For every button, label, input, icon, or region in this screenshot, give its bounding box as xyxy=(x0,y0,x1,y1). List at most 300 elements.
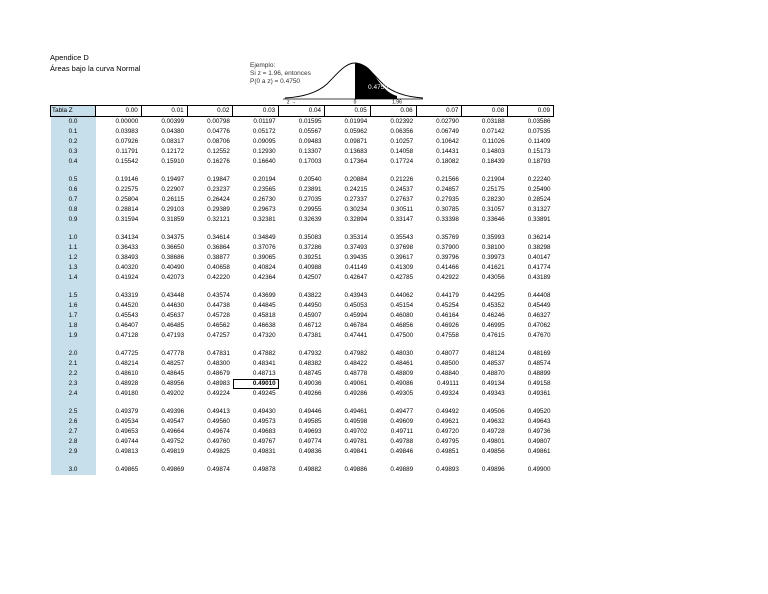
z-value-cell: 1.1 xyxy=(51,243,96,253)
probability-cell: 0.49736 xyxy=(527,428,551,435)
probability-cell: 0.48169 xyxy=(527,350,551,357)
probability-cell: 0.44295 xyxy=(481,292,505,299)
probability-cell: 0.48713 xyxy=(252,370,276,377)
probability-cell: 0.26424 xyxy=(207,196,230,203)
probability-cell: 0.27035 xyxy=(298,196,322,203)
table-row xyxy=(51,331,554,341)
probability-cell: 0.42073 xyxy=(161,274,185,281)
probability-cell: 0.46638 xyxy=(252,322,276,329)
z-value-cell: 1.5 xyxy=(51,291,96,301)
probability-cell: 0.03983 xyxy=(115,128,139,135)
probability-cell: 0.35314 xyxy=(344,234,368,241)
probability-cell: 0.42785 xyxy=(390,274,414,281)
probability-cell: 0.34849 xyxy=(252,234,276,241)
probability-cell: 0.44179 xyxy=(436,292,459,299)
probability-cell: 0.16640 xyxy=(252,158,276,165)
probability-cell: 0.34614 xyxy=(207,234,230,241)
z-table xyxy=(50,105,554,475)
probability-cell: 0.49547 xyxy=(161,418,185,425)
probability-cell: 0.46164 xyxy=(436,312,459,319)
z-value-cell: 2.3 xyxy=(51,379,96,389)
probability-cell: 0.49720 xyxy=(436,428,459,435)
probability-cell: 0.47193 xyxy=(161,332,185,339)
probability-cell: 0.36864 xyxy=(207,244,230,251)
probability-cell: 0.49036 xyxy=(298,380,322,387)
z-column-spacer xyxy=(51,167,96,175)
probability-cell: 0.49086 xyxy=(390,380,414,387)
probability-cell: 0.49781 xyxy=(344,438,368,445)
probability-cell: 0.49865 xyxy=(115,466,139,473)
probability-cell: 0.36650 xyxy=(161,244,185,251)
z-value-cell: 0.1 xyxy=(51,127,96,137)
probability-cell: 0.49878 xyxy=(252,466,276,473)
table-row xyxy=(51,273,554,283)
probability-cell: 0.02392 xyxy=(390,118,414,125)
probability-cell: 0.35543 xyxy=(390,234,414,241)
probability-cell: 0.48899 xyxy=(527,370,551,377)
probability-cell: 0.19497 xyxy=(161,176,185,183)
probability-cell: 0.48956 xyxy=(161,380,185,387)
probability-cell: 0.28814 xyxy=(115,206,139,213)
probability-cell: 0.20194 xyxy=(252,176,276,183)
probability-cell: 0.30511 xyxy=(390,206,414,213)
probability-cell: 0.35083 xyxy=(298,234,322,241)
probability-cell: 0.25175 xyxy=(481,186,505,193)
z-value-cell: 1.2 xyxy=(51,253,96,263)
probability-cell: 0.21904 xyxy=(481,176,505,183)
probability-cell: 0.49683 xyxy=(252,428,276,435)
probability-cell: 0.49886 xyxy=(344,466,368,473)
probability-cell: 0.49882 xyxy=(298,466,322,473)
probability-cell: 0.23565 xyxy=(252,186,276,193)
probability-cell: 0.22575 xyxy=(115,186,139,193)
probability-cell: 0.46246 xyxy=(481,312,505,319)
table-row xyxy=(51,253,554,263)
probability-cell: 0.25804 xyxy=(115,196,139,203)
probability-cell: 0.49180 xyxy=(115,390,139,397)
table-row xyxy=(51,379,554,389)
probability-cell: 0.46926 xyxy=(436,322,459,329)
probability-cell: 0.17003 xyxy=(298,158,322,165)
probability-cell: 0.43822 xyxy=(298,292,322,299)
probability-cell: 0.46712 xyxy=(298,322,322,329)
probability-cell: 0.18793 xyxy=(527,158,551,165)
column-header: 0.02 xyxy=(187,106,233,117)
probability-cell: 0.49609 xyxy=(390,418,414,425)
probability-cell: 0.26730 xyxy=(252,196,276,203)
probability-cell: 0.45352 xyxy=(481,302,505,309)
table-row xyxy=(51,407,554,417)
probability-cell: 0.19146 xyxy=(115,176,139,183)
probability-cell: 0.32381 xyxy=(252,216,276,223)
probability-cell: 0.49621 xyxy=(436,418,459,425)
probability-cell: 0.49664 xyxy=(161,428,185,435)
probability-cell: 0.33646 xyxy=(481,216,505,223)
group-spacer xyxy=(51,225,554,233)
table-row xyxy=(51,427,554,437)
normal-curve-diagram xyxy=(283,58,423,104)
probability-cell: 0.48257 xyxy=(161,360,185,367)
probability-cell: 0.42507 xyxy=(298,274,322,281)
z-value-cell: 2.2 xyxy=(51,369,96,379)
probability-cell: 0.48809 xyxy=(390,370,414,377)
probability-cell: 0.44630 xyxy=(161,302,185,309)
probability-cell: 0.43448 xyxy=(161,292,185,299)
probability-cell: 0.06749 xyxy=(436,128,459,135)
column-header: 0.00 xyxy=(96,106,142,117)
probability-cell: 0.30785 xyxy=(436,206,459,213)
probability-cell: 0.11409 xyxy=(528,138,551,145)
probability-cell: 0.49585 xyxy=(298,418,322,425)
probability-cell: 0.44845 xyxy=(252,302,276,309)
probability-cell: 0.40658 xyxy=(207,264,230,271)
table-row xyxy=(51,359,554,369)
table-row xyxy=(51,291,554,301)
probability-cell: 0.49819 xyxy=(161,448,185,455)
z-value-label: 1.96 xyxy=(392,99,402,104)
probability-cell: 0.04776 xyxy=(207,128,230,135)
corner-label: Tabla Z xyxy=(51,106,96,117)
probability-cell: 0.45449 xyxy=(527,302,551,309)
probability-cell: 0.44950 xyxy=(298,302,322,309)
probability-cell: 0.39065 xyxy=(252,254,276,261)
probability-cell: 0.44738 xyxy=(207,302,230,309)
probability-cell: 0.49702 xyxy=(344,428,368,435)
probability-cell: 0.43943 xyxy=(344,292,368,299)
probability-cell: 0.09871 xyxy=(344,138,368,145)
probability-cell: 0.39435 xyxy=(344,254,368,261)
z-value-cell: 2.1 xyxy=(51,359,96,369)
probability-cell: 0.13683 xyxy=(344,148,368,155)
probability-cell: 0.49889 xyxy=(390,466,414,473)
probability-cell: 0.45994 xyxy=(344,312,368,319)
probability-cell: 0.49869 xyxy=(161,466,185,473)
probability-cell: 0.49788 xyxy=(390,438,414,445)
probability-cell: 0.15173 xyxy=(527,148,551,155)
probability-cell: 0.31594 xyxy=(115,216,139,223)
probability-cell: 0.49430 xyxy=(252,408,276,415)
probability-cell: 0.47500 xyxy=(390,332,414,339)
probability-cell: 0.49560 xyxy=(207,418,230,425)
z-value-cell: 0.6 xyxy=(51,185,96,195)
probability-cell: 0.20540 xyxy=(298,176,322,183)
probability-cell: 0.49813 xyxy=(115,448,139,455)
probability-cell: 0.40824 xyxy=(252,264,276,271)
z-value-cell: 0.3 xyxy=(51,147,96,157)
probability-cell: 0.10642 xyxy=(436,138,459,145)
probability-cell: 0.23891 xyxy=(298,186,322,193)
probability-cell: 0.31859 xyxy=(161,216,185,223)
probability-cell: 0.48422 xyxy=(344,360,368,367)
probability-cell: 0.00798 xyxy=(207,118,230,125)
probability-cell: 0.14058 xyxy=(390,148,414,155)
probability-cell: 0.07535 xyxy=(527,128,551,135)
probability-cell: 0.44408 xyxy=(527,292,551,299)
page-title: Apendice D xyxy=(50,53,89,62)
probability-cell: 0.49846 xyxy=(390,448,414,455)
probability-cell: 0.29389 xyxy=(207,206,230,213)
probability-cell: 0.49896 xyxy=(481,466,505,473)
probability-cell: 0.49361 xyxy=(527,390,551,397)
probability-cell: 0.49305 xyxy=(390,390,414,397)
probability-cell: 0.49653 xyxy=(115,428,139,435)
probability-cell: 0.32121 xyxy=(207,216,230,223)
probability-cell: 0.31327 xyxy=(527,206,551,213)
probability-cell: 0.49477 xyxy=(390,408,414,415)
probability-cell: 0.02790 xyxy=(436,118,459,125)
probability-cell: 0.24215 xyxy=(344,186,368,193)
probability-cell: 0.48461 xyxy=(390,360,414,367)
probability-cell: 0.48679 xyxy=(207,370,230,377)
probability-cell: 0.49801 xyxy=(481,438,505,445)
z-value-cell: 0.9 xyxy=(51,215,96,225)
probability-cell: 0.07142 xyxy=(481,128,505,135)
probability-cell: 0.49825 xyxy=(207,448,230,455)
probability-cell: 0.41621 xyxy=(481,264,505,271)
probability-cell: 0.08317 xyxy=(161,138,185,145)
probability-cell: 0.47320 xyxy=(252,332,276,339)
probability-cell: 0.30234 xyxy=(344,206,368,213)
spacer-cell xyxy=(96,225,554,233)
probability-cell: 0.21566 xyxy=(436,176,459,183)
probability-cell: 0.23237 xyxy=(207,186,230,193)
column-header: 0.08 xyxy=(462,106,508,117)
probability-cell: 0.48382 xyxy=(298,360,322,367)
probability-cell: 0.40147 xyxy=(527,254,551,261)
probability-cell: 0.27935 xyxy=(436,196,459,203)
probability-cell: 0.37493 xyxy=(344,244,368,251)
probability-cell: 0.33398 xyxy=(436,216,459,223)
probability-cell: 0.05567 xyxy=(298,128,322,135)
probability-cell: 0.48840 xyxy=(436,370,459,377)
example-condition: Si z = 1.96, entonces xyxy=(250,70,311,77)
probability-cell: 0.44520 xyxy=(115,302,139,309)
probability-cell: 0.47257 xyxy=(207,332,230,339)
probability-cell: 0.05172 xyxy=(252,128,276,135)
probability-cell: 0.24537 xyxy=(390,186,414,193)
probability-cell: 0.45543 xyxy=(115,312,139,319)
table-row xyxy=(51,233,554,243)
table-row xyxy=(51,263,554,273)
column-header: 0.09 xyxy=(508,106,554,117)
table-row xyxy=(51,205,554,215)
probability-cell: 0.49324 xyxy=(436,390,459,397)
probability-cell: 0.45728 xyxy=(207,312,230,319)
table-row xyxy=(51,447,554,457)
probability-cell: 0.49760 xyxy=(207,438,230,445)
probability-cell: 0.03586 xyxy=(527,118,551,125)
probability-cell: 0.45818 xyxy=(252,312,276,319)
probability-cell: 0.49861 xyxy=(527,448,551,455)
probability-cell: 0.49632 xyxy=(481,418,505,425)
probability-cell: 0.14803 xyxy=(481,148,505,155)
probability-cell: 0.22907 xyxy=(161,186,185,193)
probability-cell: 0.47982 xyxy=(344,350,368,357)
column-header: 0.03 xyxy=(233,106,279,117)
probability-cell: 0.38298 xyxy=(527,244,551,251)
table-row xyxy=(51,389,554,399)
table-row xyxy=(51,417,554,427)
probability-cell: 0.41149 xyxy=(344,264,368,271)
probability-cell: 0.29103 xyxy=(161,206,185,213)
table-row xyxy=(51,465,554,475)
probability-cell: 0.43574 xyxy=(207,292,230,299)
probability-cell: 0.48300 xyxy=(207,360,230,367)
probability-cell: 0.48928 xyxy=(115,380,139,387)
probability-cell: 0.11026 xyxy=(482,138,505,145)
probability-cell: 0.48778 xyxy=(344,370,368,377)
probability-cell: 0.42647 xyxy=(344,274,368,281)
probability-cell: 0.48214 xyxy=(115,360,139,367)
z-axis-label: z → xyxy=(287,99,296,104)
probability-cell: 0.49266 xyxy=(298,390,322,397)
group-spacer xyxy=(51,341,554,349)
probability-cell: 0.49831 xyxy=(252,448,276,455)
probability-cell: 0.39617 xyxy=(390,254,414,261)
z-value-cell: 0.5 xyxy=(51,175,96,185)
probability-cell: 0.49728 xyxy=(481,428,505,435)
probability-cell: 0.49836 xyxy=(298,448,322,455)
probability-cell: 0.49900 xyxy=(527,466,551,473)
z-value-cell: 2.0 xyxy=(51,349,96,359)
column-header: 0.07 xyxy=(416,106,462,117)
probability-cell: 0.47128 xyxy=(115,332,139,339)
table-row xyxy=(51,127,554,137)
zero-label: 0 xyxy=(353,99,357,104)
probability-cell: 0.49245 xyxy=(252,390,276,397)
probability-cell: 0.48537 xyxy=(481,360,505,367)
highlighted-cell: 0.49010 xyxy=(233,379,279,389)
probability-cell: 0.04380 xyxy=(161,128,185,135)
probability-cell: 0.47558 xyxy=(436,332,459,339)
probability-cell: 0.47670 xyxy=(527,332,551,339)
probability-cell: 0.21226 xyxy=(390,176,414,183)
probability-cell: 0.49711 xyxy=(390,428,414,435)
probability-cell: 0.35769 xyxy=(436,234,459,241)
table-row xyxy=(51,437,554,447)
z-value-cell: 1.0 xyxy=(51,233,96,243)
spacer-cell xyxy=(96,399,554,407)
table-row xyxy=(51,137,554,147)
probability-cell: 0.45053 xyxy=(344,302,368,309)
area-label: 0.4750 xyxy=(368,84,388,91)
z-value-cell: 0.8 xyxy=(51,205,96,215)
probability-cell: 0.31057 xyxy=(481,206,505,213)
probability-cell: 0.49461 xyxy=(344,408,368,415)
probability-cell: 0.46080 xyxy=(390,312,414,319)
probability-cell: 0.47062 xyxy=(527,322,551,329)
table-row xyxy=(51,195,554,205)
probability-cell: 0.49158 xyxy=(527,380,551,387)
z-value-cell: 2.5 xyxy=(51,407,96,417)
spacer-cell xyxy=(96,283,554,291)
probability-cell: 0.12552 xyxy=(207,148,230,155)
probability-cell: 0.26115 xyxy=(161,196,185,203)
probability-cell: 0.17364 xyxy=(344,158,368,165)
spacer-cell xyxy=(96,167,554,175)
z-value-cell: 3.0 xyxy=(51,465,96,475)
probability-cell: 0.49061 xyxy=(344,380,368,387)
probability-cell: 0.49807 xyxy=(527,438,551,445)
probability-cell: 0.16276 xyxy=(207,158,230,165)
probability-cell: 0.45637 xyxy=(161,312,185,319)
probability-cell: 0.06356 xyxy=(390,128,414,135)
probability-cell: 0.38877 xyxy=(207,254,230,261)
group-spacer xyxy=(51,283,554,291)
column-header: 0.01 xyxy=(141,106,187,117)
group-spacer xyxy=(51,399,554,407)
z-value-cell: 0.7 xyxy=(51,195,96,205)
probability-cell: 0.41774 xyxy=(527,264,551,271)
probability-cell: 0.48983 xyxy=(207,380,230,387)
probability-cell: 0.48574 xyxy=(527,360,551,367)
probability-cell: 0.39251 xyxy=(298,254,322,261)
probability-cell: 0.49520 xyxy=(527,408,551,415)
probability-cell: 0.32894 xyxy=(344,216,368,223)
probability-cell: 0.41466 xyxy=(436,264,459,271)
probability-cell: 0.41309 xyxy=(390,264,414,271)
probability-cell: 0.49856 xyxy=(481,448,505,455)
table-row xyxy=(51,185,554,195)
probability-cell: 0.42364 xyxy=(252,274,276,281)
table-row xyxy=(51,301,554,311)
probability-cell: 0.03188 xyxy=(481,118,505,125)
probability-cell: 0.49134 xyxy=(481,380,505,387)
probability-cell: 0.37698 xyxy=(390,244,414,251)
probability-cell: 0.46562 xyxy=(207,322,230,329)
probability-cell: 0.47615 xyxy=(481,332,505,339)
probability-cell: 0.45907 xyxy=(298,312,322,319)
probability-cell: 0.49693 xyxy=(298,428,322,435)
probability-cell: 0.43189 xyxy=(527,274,551,281)
probability-cell: 0.29673 xyxy=(252,206,276,213)
probability-cell: 0.48077 xyxy=(436,350,459,357)
probability-cell: 0.29955 xyxy=(298,206,322,213)
example-result: P(0 a z) = 0.4750 xyxy=(250,78,301,85)
probability-cell: 0.48870 xyxy=(481,370,505,377)
header-row xyxy=(51,106,554,117)
probability-cell: 0.48500 xyxy=(436,360,459,367)
probability-cell: 0.46995 xyxy=(481,322,505,329)
probability-cell: 0.25490 xyxy=(527,186,551,193)
probability-cell: 0.15910 xyxy=(161,158,185,165)
z-column-spacer xyxy=(51,283,96,291)
probability-cell: 0.49506 xyxy=(481,408,505,415)
probability-cell: 0.49744 xyxy=(115,438,139,445)
bell-curve xyxy=(285,63,423,98)
z-value-cell: 1.4 xyxy=(51,273,96,283)
probability-cell: 0.38686 xyxy=(161,254,185,261)
probability-cell: 0.44062 xyxy=(390,292,414,299)
probability-cell: 0.47882 xyxy=(252,350,276,357)
z-column-spacer xyxy=(51,399,96,407)
probability-cell: 0.49413 xyxy=(207,408,230,415)
probability-cell: 0.18439 xyxy=(481,158,505,165)
table-row xyxy=(51,369,554,379)
probability-cell: 0.35993 xyxy=(481,234,505,241)
column-header: 0.05 xyxy=(324,106,370,117)
probability-cell: 0.49643 xyxy=(527,418,551,425)
probability-cell: 0.01595 xyxy=(298,118,322,125)
z-value-cell: 0.2 xyxy=(51,137,96,147)
probability-cell: 0.18082 xyxy=(436,158,459,165)
probability-cell: 0.27637 xyxy=(390,196,414,203)
z-column-spacer xyxy=(51,341,96,349)
shaded-area xyxy=(355,63,397,99)
probability-cell: 0.49343 xyxy=(481,390,505,397)
probability-cell: 0.09483 xyxy=(298,138,322,145)
probability-cell: 0.49851 xyxy=(436,448,459,455)
